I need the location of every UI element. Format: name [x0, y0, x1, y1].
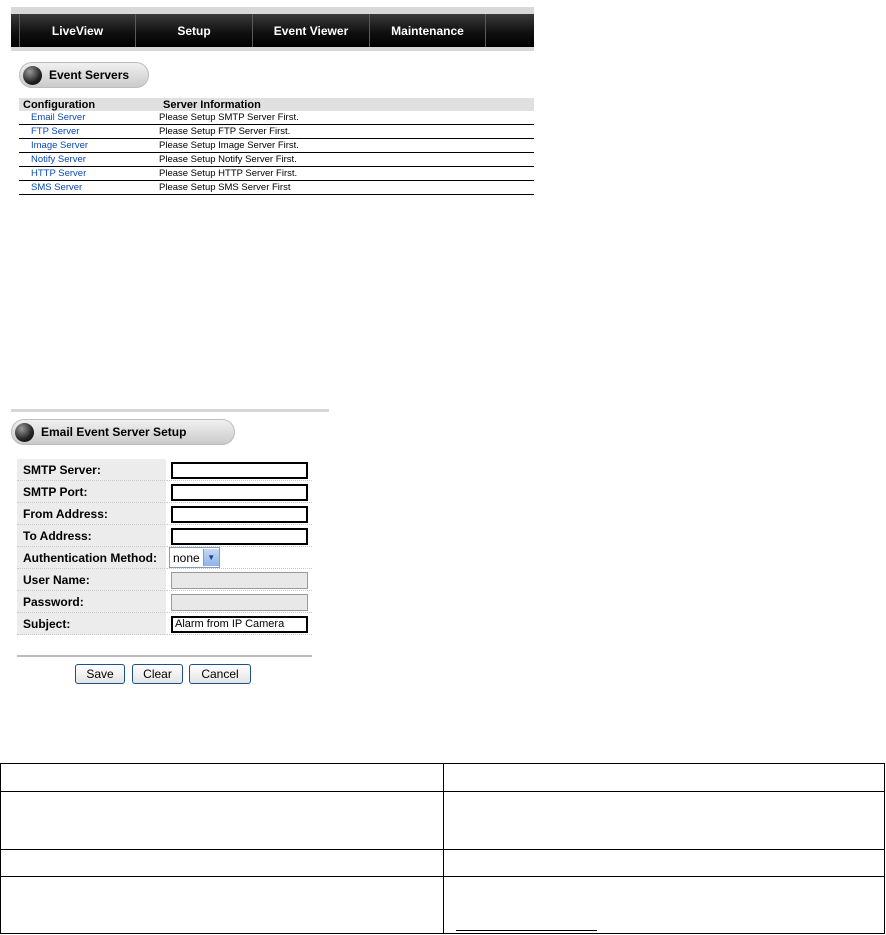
- table-row: [19, 181, 534, 195]
- bullet-ball-icon: [23, 66, 42, 85]
- document-table: [0, 763, 885, 934]
- form-row: [17, 591, 312, 613]
- form-row: [17, 525, 312, 547]
- column-header-server-information: Server Information: [159, 98, 534, 111]
- server-info: Please Setup SMTP Server First.: [159, 111, 534, 125]
- form-row: [17, 481, 312, 503]
- bullet-ball-icon: [15, 423, 34, 442]
- email-setup-form: [17, 459, 312, 635]
- server-info: Please Setup Notify Server First.: [159, 153, 534, 167]
- from-address-label: From Address:: [17, 503, 167, 525]
- notify-server-link[interactable]: Notify Server: [31, 154, 86, 165]
- nav-tabs: [11, 14, 534, 47]
- smtp-server-label: SMTP Server:: [17, 459, 167, 481]
- smtp-port-input[interactable]: [171, 484, 308, 501]
- user-name-label: User Name:: [17, 569, 167, 591]
- section-title: Event Servers: [49, 68, 130, 82]
- user-name-input[interactable]: [171, 572, 308, 589]
- table-row-divider: [1, 791, 884, 792]
- subject-input[interactable]: [171, 616, 308, 633]
- server-info: Please Setup FTP Server First.: [159, 125, 534, 139]
- section-title: Email Event Server Setup: [41, 425, 187, 439]
- tab-liveview[interactable]: LiveView: [20, 14, 136, 47]
- clear-button[interactable]: Clear: [132, 664, 183, 684]
- from-address-input[interactable]: [171, 506, 308, 523]
- form-bottom-divider: [17, 655, 312, 657]
- tab-event-viewer[interactable]: Event Viewer: [253, 14, 370, 47]
- table-row-divider: [1, 849, 884, 850]
- event-servers-table: [19, 98, 534, 195]
- password-label: Password:: [17, 591, 167, 613]
- password-input[interactable]: [171, 594, 308, 611]
- auth-method-label: Authentication Method:: [17, 547, 167, 569]
- subject-label: Subject:: [17, 613, 167, 635]
- email-server-link[interactable]: Email Server: [31, 112, 86, 123]
- tab-setup[interactable]: Setup: [136, 14, 253, 47]
- form-row: [17, 547, 312, 569]
- form-row: [17, 459, 312, 481]
- email-setup-header: [11, 419, 235, 445]
- cancel-button[interactable]: Cancel: [189, 664, 251, 684]
- auth-method-select[interactable]: [169, 547, 220, 568]
- server-info: Please Setup HTTP Server First.: [159, 167, 534, 181]
- chevron-down-icon[interactable]: ▼: [203, 549, 219, 566]
- form-row: [17, 613, 312, 635]
- form-row: [17, 503, 312, 525]
- table-header-row: [19, 98, 534, 111]
- table-row: [19, 111, 534, 125]
- nav-left-edge: [11, 14, 20, 47]
- underline-mark: [456, 930, 597, 931]
- to-address-label: To Address:: [17, 525, 167, 547]
- table-row: [19, 167, 534, 181]
- sms-server-link[interactable]: SMS Server: [31, 182, 83, 193]
- http-server-link[interactable]: HTTP Server: [31, 168, 87, 179]
- event-servers-header: [19, 62, 149, 88]
- save-button[interactable]: Save: [75, 664, 125, 684]
- image-server-link[interactable]: Image Server: [31, 140, 89, 151]
- to-address-input[interactable]: [171, 528, 308, 545]
- smtp-server-input[interactable]: [171, 462, 308, 479]
- table-row-divider: [1, 876, 884, 877]
- table-row: [19, 139, 534, 153]
- ftp-server-link[interactable]: FTP Server: [31, 126, 80, 137]
- auth-method-value: none: [173, 550, 200, 565]
- form-row: [17, 569, 312, 591]
- table-row: [19, 125, 534, 139]
- table-row: [19, 153, 534, 167]
- column-header-configuration: Configuration: [19, 98, 159, 111]
- tab-maintenance[interactable]: Maintenance: [370, 14, 486, 47]
- section-divider: [11, 409, 329, 412]
- top-navigation-bar: [11, 7, 534, 51]
- smtp-port-label: SMTP Port:: [17, 481, 167, 503]
- server-info: Please Setup Image Server First.: [159, 139, 534, 153]
- server-info: Please Setup SMS Server First: [159, 181, 534, 195]
